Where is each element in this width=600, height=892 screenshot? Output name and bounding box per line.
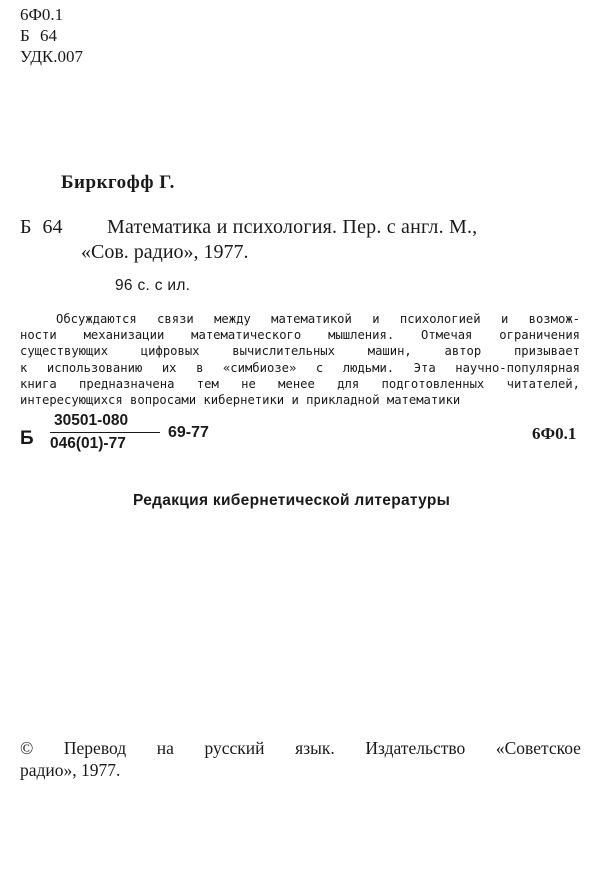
abstract-line: существующих цифровых вычислительных машин, автор призывает <box>20 344 580 359</box>
entry-title-line: Математика и психология. Пер. с англ. М., <box>107 216 478 238</box>
copyright-line <box>20 738 581 759</box>
author-name: Биркгофф Г. <box>61 172 175 193</box>
bbk-code: 6Ф0.1 <box>20 5 64 24</box>
header-codes <box>20 4 83 67</box>
copyright-word: на <box>156 738 174 758</box>
classification-code: 6Ф0.1 <box>532 424 577 443</box>
copyright-word: «Советское <box>495 738 581 758</box>
abstract-line: интересующихся вопросами кибернетики и прикладной математики <box>20 392 461 407</box>
abstract-line: ности механизации математического мышления. Отмечая ограничения <box>20 328 580 343</box>
author-mark: Б 64 <box>20 26 58 45</box>
bibliographic-number: 69-77 <box>168 424 209 441</box>
editorial-office: Редакция кибернетической литературы <box>133 492 451 509</box>
copyright-word: язык. <box>295 738 335 758</box>
copyright-word: Издательство <box>365 738 466 758</box>
abstract-paragraph <box>20 311 580 408</box>
entry-code: Б 64 <box>20 216 63 238</box>
page-count: 96 с. с ил. <box>115 277 191 294</box>
copyright-icon: © <box>20 738 34 758</box>
abstract-line: Обсуждаются связи между математикой и психологией и возмож- <box>56 312 580 326</box>
bibliographic-letter: Б <box>20 428 34 449</box>
udk-code: УДК.007 <box>20 47 84 66</box>
abstract-line: к использованию их в «симбиозе» с людьми. Эта научно-популярная <box>20 360 580 375</box>
fraction-numerator: 30501-080 <box>54 412 129 429</box>
bibliographic-fraction <box>50 411 160 454</box>
fraction-bar <box>50 432 160 433</box>
fraction-denominator: 046(01)-77 <box>50 435 126 452</box>
entry-publisher-line: «Сов. радио», 1977. <box>81 241 249 263</box>
copyright-line-2: радио», 1977. <box>20 760 121 780</box>
copyright-word: русский <box>204 738 265 758</box>
copyright-word: Перевод <box>63 738 127 758</box>
abstract-line: книга предназначена тем не менее для подготовленных читателей, <box>20 376 580 391</box>
